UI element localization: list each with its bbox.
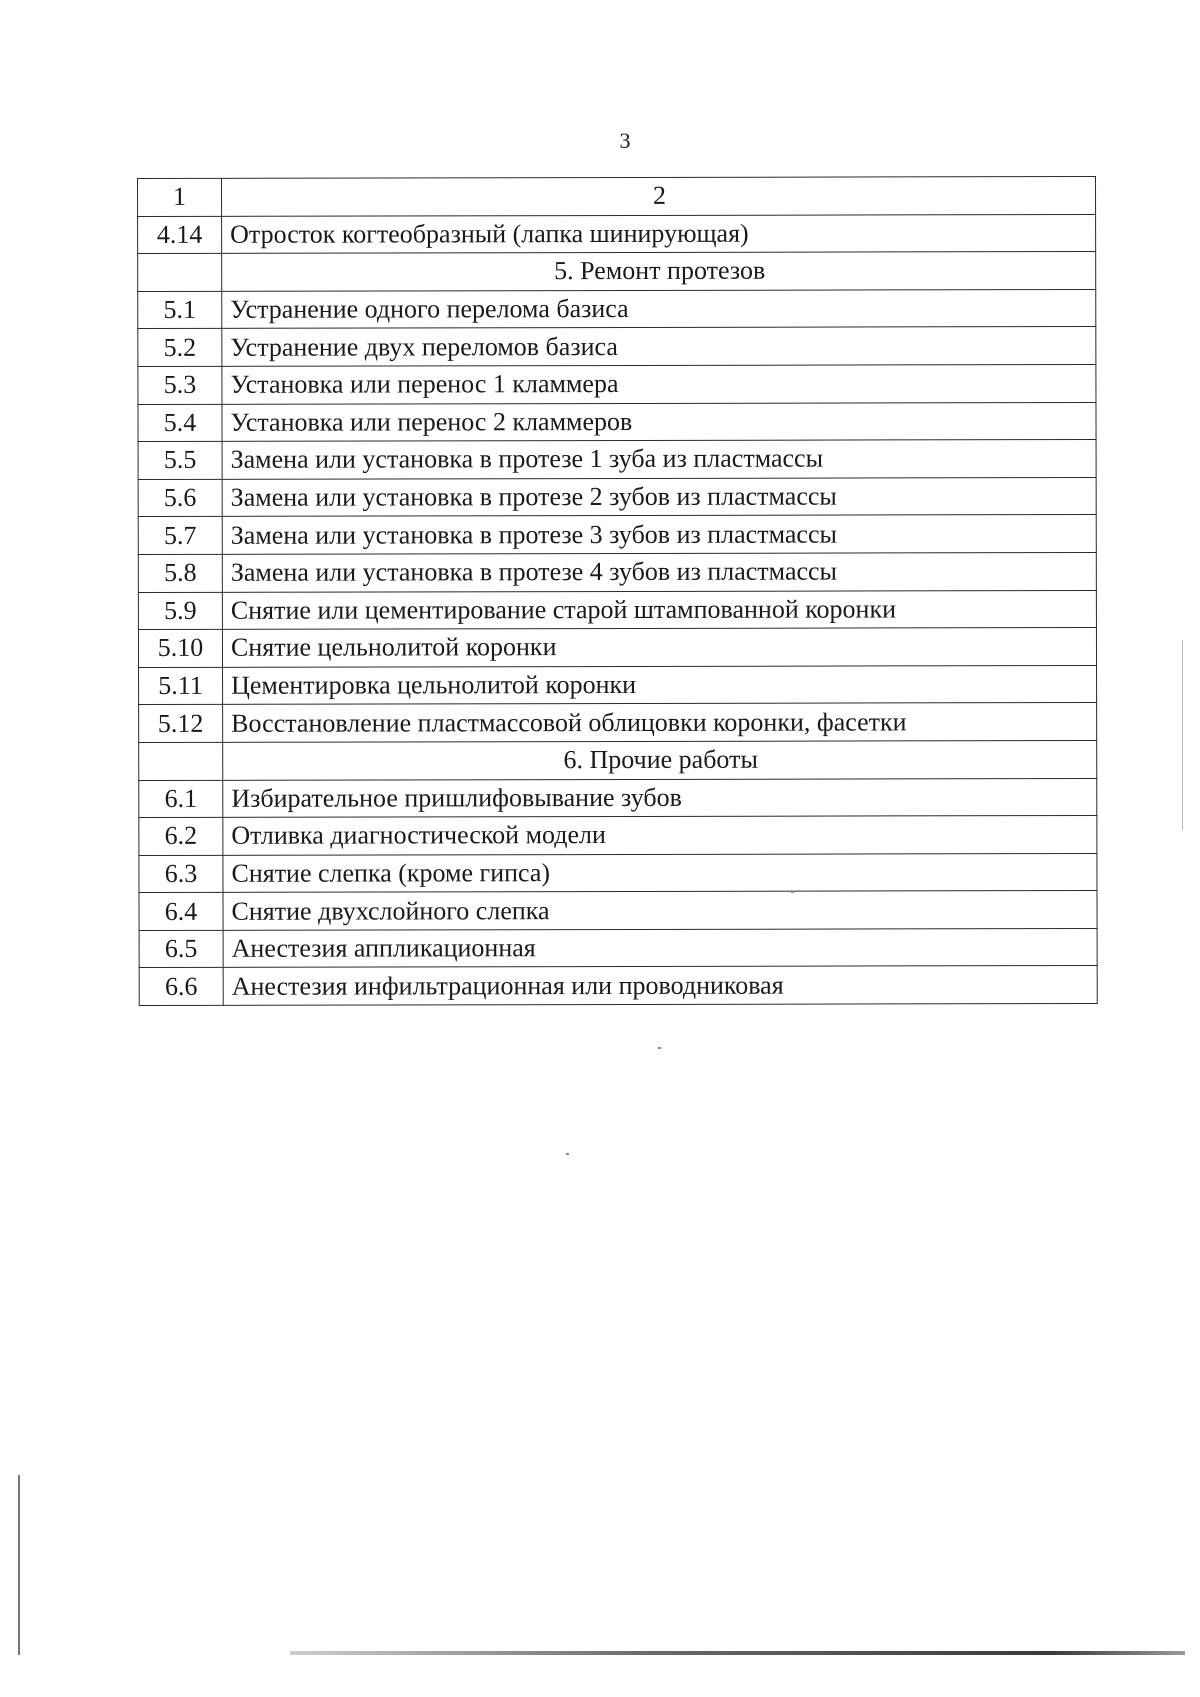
service-name: Снятие слепка (кроме гипса)	[223, 853, 1097, 892]
section-title: 6. Прочие работы	[223, 740, 1097, 779]
header-col-2: 2	[222, 176, 1096, 215]
row-number: 5.10	[138, 629, 222, 667]
service-name: Отливка диагностической модели	[223, 816, 1097, 855]
row-number: 5.6	[138, 479, 222, 517]
page-number: 3	[619, 128, 631, 153]
service-name: Замена или установка в протезе 3 зубов из пластмассы	[222, 515, 1096, 554]
service-name: Анестезия инфильтрационная или проводниковая	[223, 966, 1097, 1005]
service-name: Снятие двухслойного слепка	[223, 891, 1097, 930]
table-row	[138, 590, 1096, 630]
service-name: Цементировка цельнолитой коронки	[223, 665, 1097, 704]
row-number: 6.4	[139, 893, 223, 931]
scan-bar-bottom	[290, 1651, 1185, 1655]
services-table-body	[138, 176, 1098, 1005]
section-header-row	[139, 740, 1097, 780]
header-col-1: 1	[138, 178, 222, 216]
table-row	[138, 289, 1096, 329]
table-row	[139, 703, 1097, 743]
service-name: Установка или перенос 2 кламмеров	[222, 402, 1096, 441]
table-row	[139, 778, 1097, 818]
table-row	[139, 665, 1097, 705]
service-name: Установка или перенос 1 кламмера	[222, 364, 1096, 403]
table-row	[139, 853, 1097, 893]
row-number	[139, 742, 223, 780]
table-row	[138, 477, 1096, 517]
table-row	[139, 928, 1097, 968]
table-row	[138, 402, 1096, 442]
section-title: 5. Ремонт протезов	[222, 252, 1096, 291]
table-row	[138, 628, 1096, 668]
service-name: Устранение одного перелома базиса	[222, 289, 1096, 328]
scan-speck	[566, 1153, 569, 1155]
service-name: Замена или установка в протезе 4 зубов из пластмассы	[222, 552, 1096, 591]
row-number: 5.7	[138, 517, 222, 555]
service-name: Избирательное пришлифовывание зубов	[223, 778, 1097, 817]
row-number: 5.5	[138, 441, 222, 479]
table-row	[138, 214, 1096, 254]
row-number: 5.12	[139, 705, 223, 743]
scan-speck	[791, 891, 794, 893]
row-number: 6.5	[139, 930, 223, 968]
row-number: 6.1	[139, 780, 223, 818]
row-number: 6.3	[139, 855, 223, 893]
table-row	[138, 364, 1096, 404]
row-number: 5.11	[139, 667, 223, 705]
table-row	[138, 327, 1096, 367]
row-number: 4.14	[138, 216, 222, 254]
row-number: 6.6	[139, 968, 223, 1006]
services-table	[137, 176, 1098, 1006]
row-number: 6.2	[139, 817, 223, 855]
row-number: 5.8	[138, 554, 222, 592]
service-name: Восстановление пластмассовой облицовки коронки, фасетки	[223, 703, 1097, 742]
service-name: Замена или установка в протезе 1 зуба из пластмассы	[222, 440, 1096, 479]
table-row	[138, 440, 1096, 480]
table-row	[139, 816, 1097, 856]
table-row	[138, 515, 1096, 555]
scan-edge-line-left	[18, 1475, 20, 1655]
row-number: 5.4	[138, 404, 222, 442]
service-name: Отросток когтеобразный (лапка шинирующая)	[222, 214, 1096, 253]
service-name: Анестезия аппликационная	[223, 928, 1097, 967]
service-name: Снятие цельнолитой коронки	[222, 628, 1096, 667]
service-name: Снятие или цементирование старой штампованной коронки	[222, 590, 1096, 629]
scan-edge-line-right	[1182, 640, 1183, 830]
service-name: Замена или установка в протезе 2 зубов из пластмассы	[222, 477, 1096, 516]
table-header-row	[138, 176, 1096, 216]
service-name: Устранение двух переломов базиса	[222, 327, 1096, 366]
table-row	[139, 891, 1097, 931]
table-row	[139, 966, 1097, 1006]
row-number: 5.3	[138, 366, 222, 404]
scan-speck	[658, 1047, 661, 1049]
row-number: 5.2	[138, 329, 222, 367]
section-header-row	[138, 252, 1096, 292]
row-number: 5.1	[138, 291, 222, 329]
row-number	[138, 254, 222, 292]
table-row	[138, 552, 1096, 592]
row-number: 5.9	[138, 592, 222, 630]
